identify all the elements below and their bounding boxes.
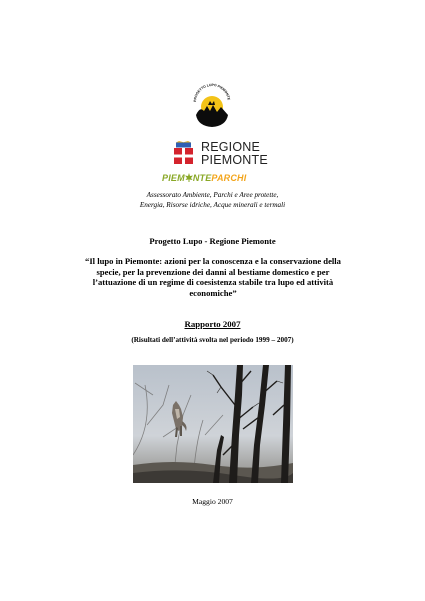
regione-flag-icon: [171, 141, 196, 167]
assessorato-line1: Assessorato Ambiente, Parchi e Aree protette,: [146, 191, 279, 199]
report-title: Rapporto 2007: [184, 319, 241, 329]
leaf-icon: [185, 173, 193, 182]
report-subtitle: (Risultati dell’attività svolta nel periodo 1999 – 2007): [131, 336, 294, 344]
progetto-lupo-logo: [190, 80, 234, 130]
publication-date: Maggio 2007: [192, 497, 233, 506]
parchi-text-part1: PIEM: [162, 173, 185, 183]
project-title: Progetto Lupo - Regione Piemonte: [149, 236, 276, 246]
piemonte-parchi-logo: [162, 173, 262, 187]
assessorato-line2: Energia, Risorse idriche, Acque minerali e termali: [139, 201, 286, 209]
regione-piemonte-logo: [171, 140, 268, 167]
parchi-text-part2: NTE: [192, 173, 212, 183]
main-title-line2: specie, per la prevenzione dei danni al bestiame domestico e per: [96, 266, 330, 277]
main-title-line1: “Il lupo in Piemonte: azioni per la conoscenza e la conservazione della: [85, 256, 341, 266]
regione-line1: REGIONE: [201, 140, 261, 154]
main-title-line3: l’attuazione di un regime di coesistenza stabile tra lupo ed attività: [92, 277, 334, 288]
regione-line2: PIEMONTE: [201, 152, 268, 167]
lupo-logo-text: PROGETTO LUPO PIEMONTE: [192, 82, 231, 103]
main-title-line4: economiche”: [189, 287, 237, 298]
wolf-photo: [133, 365, 293, 483]
parchi-text-part3: PARCHI: [211, 173, 247, 183]
assessorato-text: [100, 190, 325, 210]
main-title: [56, 256, 370, 298]
